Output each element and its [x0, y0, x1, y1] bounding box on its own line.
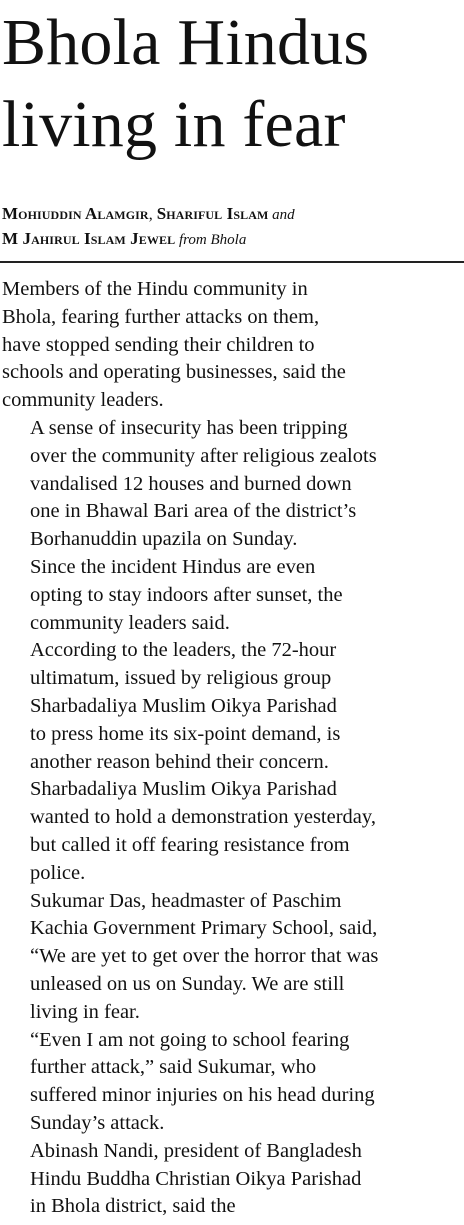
paragraph-line: one in Bhawal Bari area of the district’s: [30, 500, 357, 523]
paragraph-line: Members of the Hindu community in: [2, 278, 308, 300]
article-paragraph: [2, 776, 464, 887]
paragraph-line: unleased on us on Sunday. We are still: [30, 972, 345, 995]
paragraph-line: Abinash Nandi, president of Bangladesh: [30, 1139, 362, 1162]
paragraph-line: over the community after religious zealots: [30, 444, 377, 467]
article-paragraph: [2, 637, 464, 776]
article-paragraph: [2, 888, 464, 1027]
article-paragraph: [2, 276, 464, 415]
paragraph-line: ultimatum, issued by religious group: [30, 667, 332, 690]
article-paragraph: [2, 1027, 464, 1138]
author-name: M Jahirul Islam Jewel: [2, 229, 176, 248]
byline-divider: [0, 261, 464, 263]
paragraph-line: have stopped sending their children to: [2, 333, 315, 356]
article-paragraph: [2, 554, 464, 637]
article-paragraph: [2, 1138, 464, 1221]
paragraph-line: living in fear.: [30, 1000, 140, 1023]
paragraph-line: Bhola, fearing further attacks on them,: [2, 305, 320, 328]
paragraph-line: Sharbadaliya Muslim Oikya Parishad: [30, 694, 337, 717]
paragraph-line: suffered minor injuries on his head during: [30, 1084, 375, 1107]
paragraph-line: community leaders said.: [30, 611, 230, 634]
paragraph-line: Sukumar Das, headmaster of Paschim: [30, 889, 342, 912]
paragraph-line: Hindu Buddha Christian Oikya Parishad: [30, 1167, 362, 1190]
paragraph-line: community leaders.: [2, 389, 164, 412]
paragraph-line: Sharbadaliya Muslim Oikya Parishad: [30, 778, 337, 801]
paragraph-line: Kachia Government Primary School, said,: [30, 917, 378, 940]
paragraph-line: in Bhola district, said the: [30, 1195, 236, 1218]
paragraph-line: Borhanuddin upazila on Sunday.: [30, 528, 298, 551]
byline-dateline: from Bhola: [175, 232, 247, 248]
byline: [2, 202, 462, 252]
paragraph-line: but called it off fearing resistance from: [30, 833, 350, 856]
paragraph-line: “We are yet to get over the horror that was: [30, 945, 379, 968]
author-name: Shariful Islam: [156, 204, 269, 223]
paragraph-line: Since the incident Hindus are even: [30, 555, 316, 578]
paragraph-line: police.: [30, 861, 86, 884]
paragraph-line: further attack,” said Sukumar, who: [30, 1056, 317, 1079]
paragraph-line: opting to stay indoors after sunset, the: [30, 583, 343, 606]
headline: [0, 2, 464, 166]
paragraph-line: “Even I am not going to school fearing: [30, 1028, 350, 1051]
paragraph-line: A sense of insecurity has been tripping: [30, 416, 348, 439]
paragraph-line: According to the leaders, the 72-hour: [30, 639, 337, 662]
headline-line-2: living in fear: [2, 88, 346, 161]
author-name: Mohiuddin Alamgir: [2, 204, 149, 223]
paragraph-line: vandalised 12 houses and burned down: [30, 472, 352, 495]
byline-separator: ,: [148, 206, 157, 223]
article-body: [2, 276, 464, 1221]
paragraph-line: to press home its six-point demand, is: [30, 722, 341, 745]
paragraph-line: schools and operating businesses, said the: [2, 361, 346, 384]
paragraph-line: wanted to hold a demonstration yesterday,: [30, 806, 376, 829]
paragraph-line: another reason behind their concern.: [30, 750, 329, 773]
article-paragraph: [2, 415, 464, 554]
paragraph-line: Sunday’s attack.: [30, 1111, 165, 1134]
byline-conjunction: and: [268, 207, 295, 223]
headline-line-1: Bhola Hindus: [2, 6, 370, 79]
